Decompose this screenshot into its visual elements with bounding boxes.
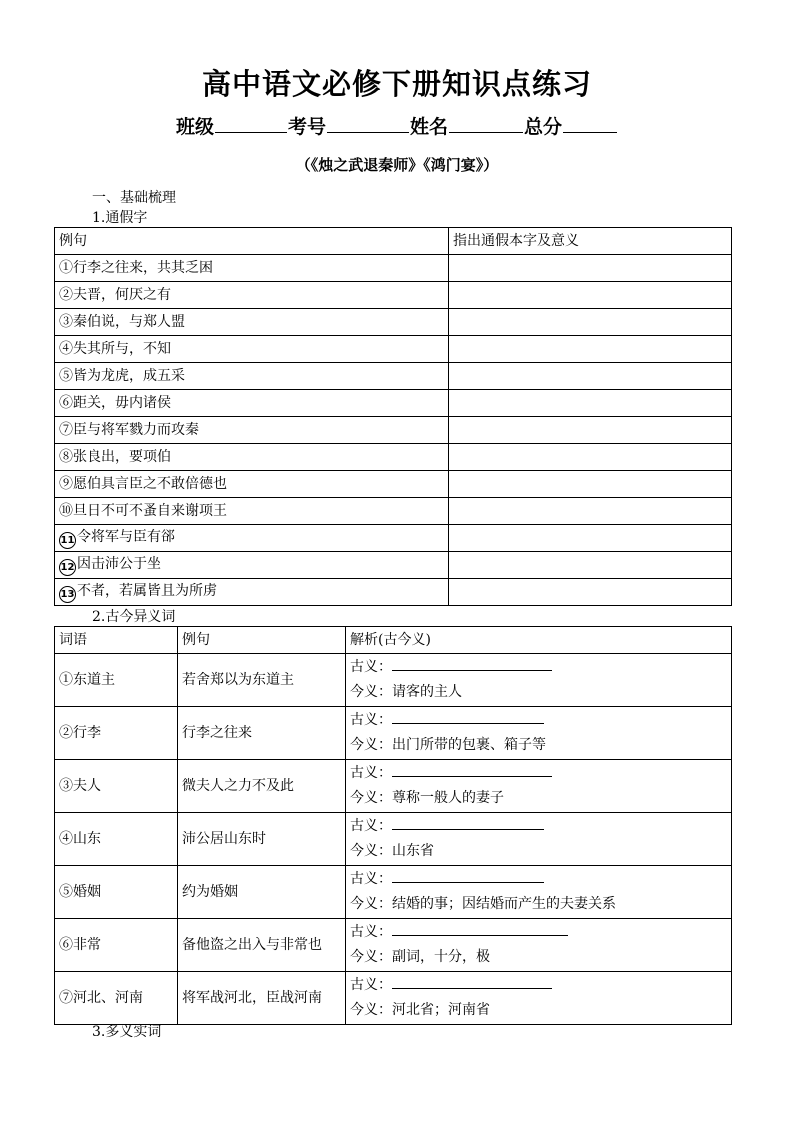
score-blank[interactable] [563, 116, 617, 133]
word-cell: ⑦河北、河南 [55, 972, 178, 1025]
ancient-meaning-blank[interactable] [392, 973, 552, 989]
table-row [55, 579, 732, 606]
sentence-text: ⑨愿伯具言臣之不敢倍德也 [59, 476, 227, 492]
example-cell: 备他盗之出入与非常也 [178, 919, 346, 972]
ancient-meaning-blank[interactable] [392, 655, 552, 671]
score-label: 总分 [524, 116, 563, 138]
word-cell: ⑥非常 [55, 919, 178, 972]
subtitle: （《烛之武退秦师》《鸿门宴》） [295, 156, 499, 174]
exam-no-label: 考号 [287, 116, 326, 138]
modern-meaning: 今义：请客的主人 [350, 684, 462, 700]
ancient-meaning-label: 古义： [350, 659, 392, 675]
answer-cell[interactable] [449, 579, 732, 606]
ancient-meaning-blank[interactable] [392, 867, 544, 883]
table-row [55, 336, 732, 363]
page-title: 高中语文必修下册知识点练习 [201, 67, 592, 101]
analysis-cell [346, 707, 732, 760]
ancient-meaning-blank[interactable] [392, 708, 544, 724]
modern-meaning: 今义：结婚的事；因结婚而产生的夫妻关系 [350, 896, 616, 912]
section-heading: 一、基础梳理 [92, 190, 176, 206]
name-label: 姓名 [410, 116, 449, 138]
modern-meaning: 今义：山东省 [350, 843, 434, 859]
example-sentence [55, 444, 449, 471]
answer-cell[interactable] [449, 282, 732, 309]
ancient-meaning-label: 古义： [350, 765, 392, 781]
word-cell: ③夫人 [55, 760, 178, 813]
modern-meaning: 今义：出门所带的包裹、箱子等 [350, 737, 546, 753]
example-cell: 行李之往来 [178, 707, 346, 760]
answer-cell[interactable] [449, 390, 732, 417]
answer-cell[interactable] [449, 309, 732, 336]
table-row [55, 390, 732, 417]
example-sentence [55, 417, 449, 444]
example-sentence [55, 498, 449, 525]
analysis-cell [346, 972, 732, 1025]
sentence-text: ③秦伯说，与郑人盟 [59, 314, 185, 330]
answer-cell[interactable] [449, 336, 732, 363]
example-cell: 若舍郑以为东道主 [178, 654, 346, 707]
column-header: 解析(古今义) [346, 627, 732, 654]
analysis-cell [346, 654, 732, 707]
table-row [55, 525, 732, 552]
example-sentence [55, 309, 449, 336]
modern-meaning: 今义：河北省；河南省 [350, 1002, 490, 1018]
word-cell: ⑤婚姻 [55, 866, 178, 919]
table-row [55, 309, 732, 336]
table-row [55, 813, 732, 866]
answer-cell[interactable] [449, 498, 732, 525]
sentence-text: ⑦臣与将军戮力而攻秦 [59, 422, 199, 438]
gujin-table [54, 626, 732, 1025]
example-cell: 沛公居山东时 [178, 813, 346, 866]
analysis-cell [346, 760, 732, 813]
table-row [55, 282, 732, 309]
tongjia-table [54, 227, 732, 606]
column-header: 例句 [178, 627, 346, 654]
example-sentence [55, 336, 449, 363]
column-header: 词语 [55, 627, 178, 654]
subsection-heading: 1.通假字 [92, 210, 148, 226]
class-blank[interactable] [215, 116, 287, 133]
example-sentence [55, 525, 449, 552]
answer-cell[interactable] [449, 417, 732, 444]
example-sentence [55, 471, 449, 498]
table-row [55, 417, 732, 444]
subsection-heading: 2.古今异义词 [92, 609, 176, 625]
analysis-cell [346, 813, 732, 866]
answer-cell[interactable] [449, 444, 732, 471]
example-sentence [55, 282, 449, 309]
circled-number: 13 [59, 586, 76, 603]
name-blank[interactable] [449, 116, 523, 133]
word-cell: ①东道主 [55, 654, 178, 707]
circled-number: 11 [59, 532, 76, 549]
circled-number: 12 [59, 559, 76, 576]
ancient-meaning-blank[interactable] [392, 761, 552, 777]
exam-no-blank[interactable] [327, 116, 409, 133]
table-row [55, 760, 732, 813]
answer-cell[interactable] [449, 363, 732, 390]
table-row [55, 866, 732, 919]
answer-cell[interactable] [449, 255, 732, 282]
table-row [55, 363, 732, 390]
sentence-text: 因击沛公于坐 [77, 555, 161, 572]
word-cell: ②行李 [55, 707, 178, 760]
sentence-text: 令将军与臣有郤 [77, 528, 175, 545]
student-info-line [0, 112, 794, 139]
analysis-cell [346, 919, 732, 972]
answer-cell[interactable] [449, 471, 732, 498]
ancient-meaning-label: 古义： [350, 712, 392, 728]
ancient-meaning-label: 古义： [350, 924, 392, 940]
sentence-text: ⑤皆为龙虎，成五采 [59, 368, 185, 384]
sentence-text: ⑧张良出，要项伯 [59, 449, 171, 465]
answer-cell[interactable] [449, 552, 732, 579]
sentence-text: ⑥距关，毋内诸侯 [59, 395, 171, 411]
subsection-heading: 3.多义实词 [92, 1024, 162, 1040]
sentence-text: ①行李之往来，共其乏困 [59, 260, 213, 276]
ancient-meaning-blank[interactable] [392, 814, 544, 830]
class-label: 班级 [175, 116, 214, 138]
example-sentence [55, 363, 449, 390]
example-sentence [55, 255, 449, 282]
sentence-text: ④失其所与，不知 [59, 341, 171, 357]
example-sentence [55, 390, 449, 417]
sentence-text: ⑩旦日不可不蚤自来谢项王 [59, 503, 227, 519]
analysis-cell [346, 866, 732, 919]
sentence-text: ②夫晋，何厌之有 [59, 287, 171, 303]
column-header: 指出通假本字及意义 [449, 228, 732, 255]
table-row [55, 919, 732, 972]
example-sentence [55, 579, 449, 606]
example-sentence [55, 552, 449, 579]
modern-meaning: 今义：尊称一般人的妻子 [350, 790, 504, 806]
example-cell: 将军战河北，臣战河南 [178, 972, 346, 1025]
ancient-meaning-label: 古义： [350, 977, 392, 993]
ancient-meaning-blank[interactable] [392, 920, 568, 936]
ancient-meaning-label: 古义： [350, 871, 392, 887]
example-cell: 微夫人之力不及此 [178, 760, 346, 813]
table-row [55, 972, 732, 1025]
answer-cell[interactable] [449, 525, 732, 552]
table-row [55, 471, 732, 498]
modern-meaning: 今义：副词，十分，极 [350, 949, 490, 965]
table-row [55, 552, 732, 579]
word-cell: ④山东 [55, 813, 178, 866]
example-cell: 约为婚姻 [178, 866, 346, 919]
table-row [55, 255, 732, 282]
sentence-text: 不者，若属皆且为所虏 [77, 582, 217, 599]
table-row [55, 707, 732, 760]
ancient-meaning-label: 古义： [350, 818, 392, 834]
table-row [55, 498, 732, 525]
table-row [55, 654, 732, 707]
table-row [55, 444, 732, 471]
column-header: 例句 [55, 228, 449, 255]
